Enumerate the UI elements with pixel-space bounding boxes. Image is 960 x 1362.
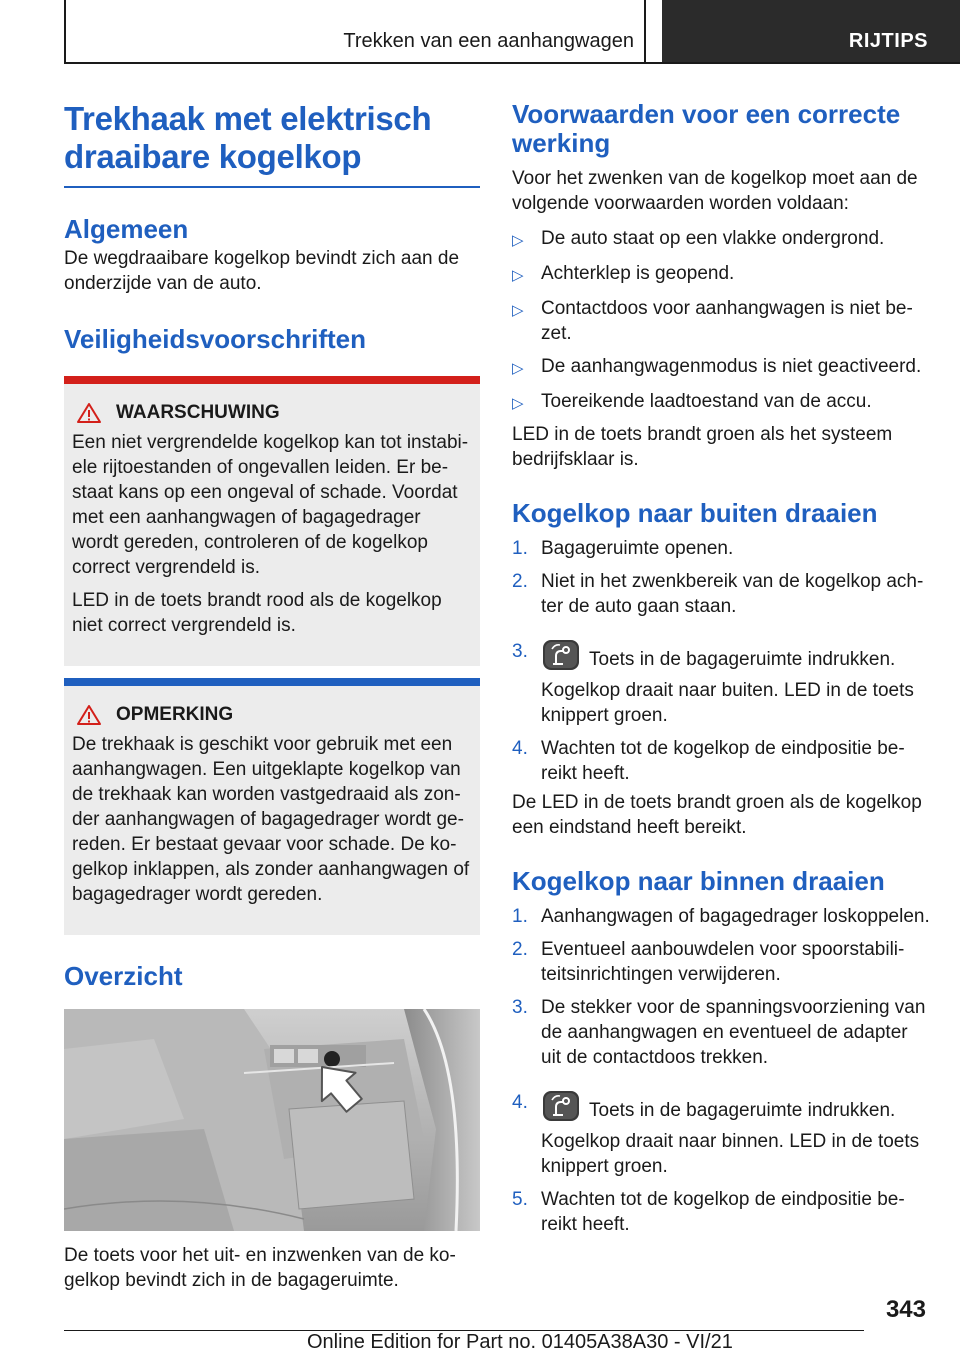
warning-triangle-icon bbox=[76, 704, 102, 726]
tow-hitch-button-icon bbox=[541, 639, 581, 671]
overview-heading: Overzicht bbox=[64, 961, 183, 991]
header-section-title: Trekken van een aanhangwagen bbox=[343, 30, 634, 52]
list-item: 4. Toets in de bagageruimte indrukken. bbox=[512, 1092, 896, 1121]
list-item: 4. Wachten tot de kogelkop de eindpositie bereikt heeft. bbox=[512, 738, 905, 784]
out-steps-list-cont bbox=[512, 736, 930, 786]
note-box bbox=[64, 678, 480, 935]
safety-heading: Veiligheidsvoorschriften bbox=[64, 324, 366, 354]
warning-text-2: LED in de toets brandt rood als de kogelkop niet correct vergrendeld is. bbox=[72, 590, 442, 636]
photo-caption: De toets voor het uit- en inzwenken van de kogelkop bevindt zich in de bagageruimte. bbox=[64, 1245, 456, 1291]
warning-label: WAARSCHUWING bbox=[116, 402, 280, 423]
right-column bbox=[512, 100, 930, 1245]
out-note: De LED in de toets brandt groen als de kogelkop een eindstand heeft bereikt. bbox=[512, 792, 922, 838]
header-chapter-tab[interactable] bbox=[662, 0, 960, 64]
list-item: 1. Aanhangwagen of bagagedrager loskoppelen. bbox=[512, 906, 930, 927]
footer-edition: Online Edition for Part no. 01405A38A30 - VI/21 bbox=[307, 1331, 733, 1353]
list-item: 2. Niet in het zwenkbereik van de kogelkop achter de auto gaan staan. bbox=[512, 571, 924, 617]
in-heading: Kogelkop naar binnen draaien bbox=[512, 866, 885, 896]
left-column bbox=[64, 100, 480, 1293]
in-step-4-result: Kogelkop draait naar binnen. LED in de toets knippert groen. bbox=[541, 1131, 920, 1177]
page-title-line2: draaibare kogelkop bbox=[64, 138, 362, 175]
header-chapter-title: RIJTIPS bbox=[848, 30, 928, 52]
trunk-photo bbox=[64, 1009, 480, 1231]
warning-header bbox=[72, 402, 472, 424]
triangle-bullet-icon: ▷ bbox=[512, 395, 524, 412]
out-step-3-result: Kogelkop draait naar buiten. LED in de toets knippert groen. bbox=[541, 680, 914, 726]
page-number: 343 bbox=[885, 1296, 926, 1323]
triangle-bullet-icon: ▷ bbox=[512, 360, 524, 377]
warning-text-1: Een niet vergrendelde kogelkop kan tot instabiele rijtoestanden of ongevallen leiden. Er bestaat kans op een ongeval of schade. Voordat met een aanhangwagen of bagagedrager wordt gereden, controleren of de kogelkop correct vergrendeld is. bbox=[72, 432, 469, 578]
title-divider bbox=[64, 186, 480, 188]
out-heading: Kogelkop naar buiten draaien bbox=[512, 498, 878, 528]
list-item: ▷ Achterklep is geopend. bbox=[512, 261, 930, 288]
page-title bbox=[64, 100, 480, 176]
list-item: 1. Bagageruimte openen. bbox=[512, 538, 734, 559]
list-item: ▷ De auto staat op een vlakke ondergrond. bbox=[512, 226, 930, 253]
list-item: ▷ Contactdoos voor aanhangwagen is niet bezet. bbox=[512, 298, 913, 344]
triangle-bullet-icon: ▷ bbox=[512, 302, 524, 319]
in-steps-list-cont bbox=[512, 1187, 930, 1237]
trunk-illustration bbox=[64, 1009, 480, 1231]
warning-box bbox=[64, 376, 480, 666]
list-item: 3. Toets in de bagageruimte indrukken. bbox=[512, 641, 896, 670]
tow-hitch-button-icon bbox=[541, 1090, 581, 1122]
conditions-note: LED in de toets brandt groen als het systeem bedrijfsklaar is. bbox=[512, 424, 893, 470]
conditions-intro: Voor het zwenken van de kogelkop moet aan de volgende voorwaarden worden voldaan: bbox=[512, 168, 918, 214]
out-steps-list bbox=[512, 536, 930, 672]
triangle-bullet-icon: ▷ bbox=[512, 232, 524, 249]
note-header bbox=[72, 704, 472, 726]
header-bottom-rule bbox=[64, 62, 960, 64]
page-title-line1: Trekhaak met elektrisch bbox=[64, 100, 432, 137]
note-text: De trekhaak is geschikt voor gebruik met een aanhangwagen. Een uitgeklapte kogelkop van de trekhaak kan worden vastgedraaid als zonder aanhangwagen of bagagedrager wordt gereden. Er bestaat gevaar voor schade. De kogelkop inklappen, als zonder aanhangwagen of bagagedrager wordt gereden. bbox=[72, 734, 470, 905]
triangle-bullet-icon: ▷ bbox=[512, 267, 524, 284]
list-item: ▷ Toereikende laadtoestand van de accu. bbox=[512, 389, 930, 416]
warning-triangle-icon bbox=[76, 402, 102, 424]
list-item: 2. Eventueel aanbouwdelen voor spoorstabiliteitsinrichtingen verwijderen. bbox=[512, 939, 905, 985]
general-text: De wegdraaibare kogelkop bevindt zich aan de onderzijde van de auto. bbox=[64, 248, 460, 294]
note-label: OPMERKING bbox=[116, 704, 234, 725]
list-item: ▷ De aanhangwagenmodus is niet geactiveerd. bbox=[512, 354, 930, 381]
general-heading: Algemeen bbox=[64, 214, 189, 244]
header-section-tab bbox=[66, 0, 646, 62]
list-item: 5. Wachten tot de kogelkop de eindpositie bereikt heeft. bbox=[512, 1189, 905, 1235]
conditions-heading: Voorwaarden voor een correcte werking bbox=[512, 99, 901, 158]
conditions-list bbox=[512, 226, 930, 416]
list-item: 3. De stekker voor de spanningsvoorziening van de aanhangwagen en eventueel de adapter uit de contactdoos trekken. bbox=[512, 997, 926, 1068]
in-steps-list bbox=[512, 904, 930, 1123]
